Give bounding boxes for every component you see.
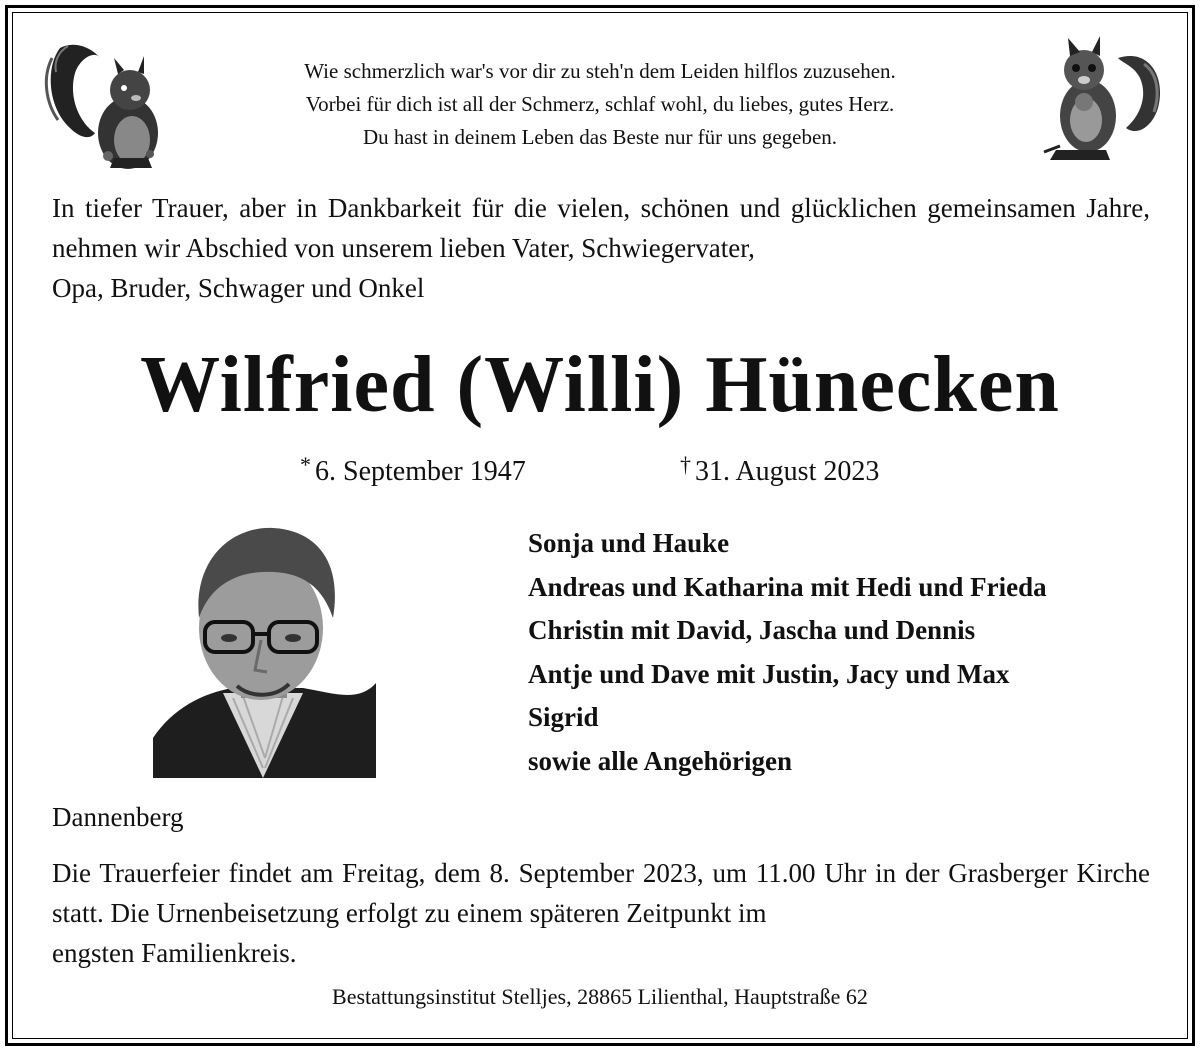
poem-line: Du hast in deinem Leben das Beste nur für uns gegeben. — [362, 125, 838, 149]
service-text — [52, 853, 1150, 973]
poem-line: Vorbei für dich ist all der Schmerz, schlaf wohl, du liebes, gutes Herz. — [305, 92, 895, 116]
deceased-name: Wilfried (Willi) Hünecken — [140, 341, 1060, 429]
list-item: Sonja und Hauke — [528, 528, 730, 558]
list-item: Andreas und Katharina mit Hedi und Frieda — [528, 571, 1047, 602]
death-date: 31. August 2023 — [695, 456, 880, 487]
mourners-list — [528, 522, 1047, 783]
service-line: Grasberger Kirche statt. Die Urnenbeisetzung erfolgt zu einem späteren Zeitpunkt im — [52, 858, 1151, 928]
undertaker-address: Bestattungsinstitut Stelljes, 28865 Lilienthal, Hauptstraße 62 — [332, 984, 868, 1009]
intro-text — [52, 188, 1150, 308]
place-name: Dannenberg — [52, 802, 184, 832]
list-item: Christin mit David, Jascha und Dennis — [528, 615, 976, 645]
intro-line: gemeinsamen Jahre, nehmen wir Abschied von unserem lieben Vater, Schwiegervater, — [52, 193, 1150, 263]
portrait-photo — [153, 518, 376, 778]
intro-line: Opa, Bruder, Schwager und Onkel — [52, 273, 425, 303]
service-line: Die Trauerfeier findet am Freitag, dem 8. September 2023, um 11.00 Uhr in der — [52, 858, 940, 888]
birth-symbol: * — [300, 452, 311, 477]
list-item: Antje und Dave mit Justin, Jacy und Max — [528, 658, 1010, 689]
poem-line: Wie schmerzlich war's vor dir zu steh'n dem Leiden hilflos zuzusehen. — [304, 59, 896, 83]
list-item: sowie alle Angehörigen — [528, 745, 792, 776]
birth-date-line — [300, 452, 526, 488]
death-symbol: † — [680, 452, 691, 477]
poem — [170, 55, 1030, 154]
death-date-line — [680, 452, 879, 488]
intro-line: In tiefer Trauer, aber in Dankbarkeit für die vielen, schönen und glücklichen — [52, 193, 917, 223]
service-line: engsten Familienkreis. — [52, 938, 297, 968]
birth-date: 6. September 1947 — [315, 456, 526, 487]
squirrel-left-icon — [40, 28, 164, 176]
list-item: Sigrid — [528, 702, 599, 732]
squirrel-right-icon — [1040, 28, 1164, 168]
